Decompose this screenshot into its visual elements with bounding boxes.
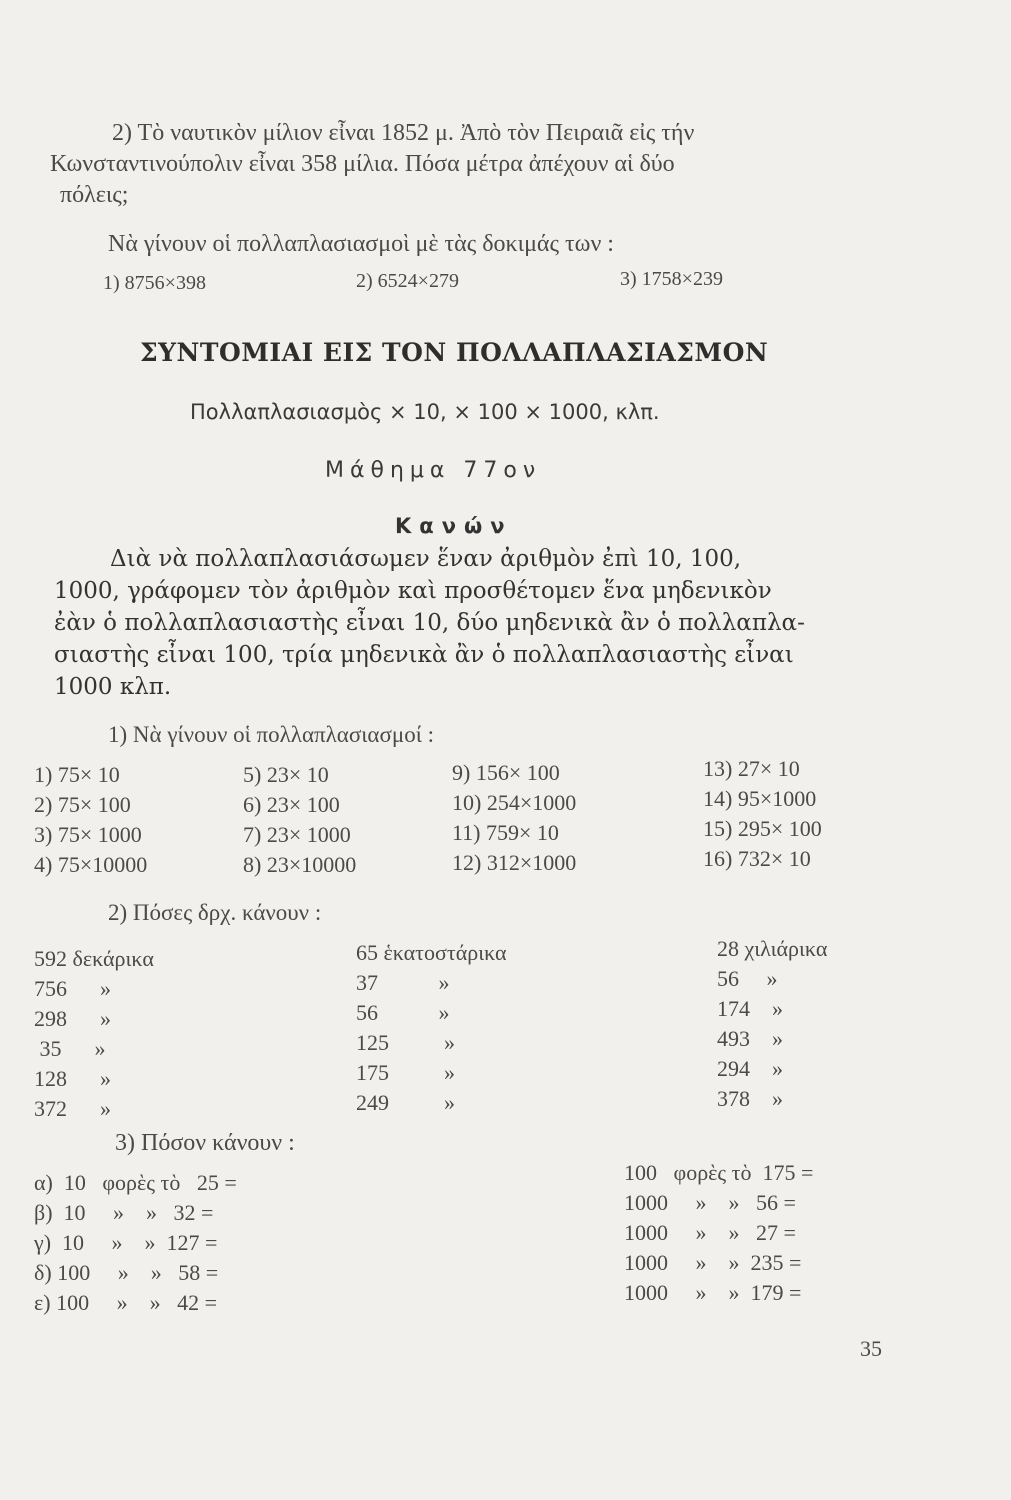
exercise-item: 14) 95×1000 bbox=[703, 786, 817, 811]
exercise-item: 65 ἑκατοστάρικα bbox=[356, 940, 507, 965]
exercise-item: 2) 75× 100 bbox=[34, 792, 131, 817]
exercise-item: 493 » bbox=[717, 1026, 783, 1051]
exercise-item: 12) 312×1000 bbox=[452, 850, 577, 875]
rule-line-2: 1000, γράφομεν τὸν ἀριθμὸν καὶ προσθέτομεν ἕνα μηδενικὸν bbox=[54, 578, 772, 604]
exercise-item: 1000 » » 179 = bbox=[624, 1280, 802, 1305]
exercise-item: 7) 23× 1000 bbox=[243, 822, 351, 847]
exercise-item: 5) 23× 10 bbox=[243, 762, 329, 787]
exercise-item: 9) 156× 100 bbox=[452, 760, 560, 785]
exercise-item: 249 » bbox=[356, 1090, 455, 1115]
exercise-item: 1000 » » 56 = bbox=[624, 1190, 796, 1215]
exercise-item: 56 » bbox=[717, 966, 778, 991]
exercise-item: 13) 27× 10 bbox=[703, 756, 800, 781]
exercise-item: 16) 732× 10 bbox=[703, 846, 811, 871]
exercise-item: 175 » bbox=[356, 1060, 455, 1085]
exercise-item: 4) 75×10000 bbox=[34, 852, 148, 877]
exercise-check-item: 1) 8756×398 bbox=[103, 272, 206, 294]
rule-line-5: 1000 κλπ. bbox=[54, 674, 172, 700]
exercise-item: 125 » bbox=[356, 1030, 455, 1055]
exercise-item: 1000 » » 27 = bbox=[624, 1220, 796, 1245]
problem-2-line-3: πόλεις; bbox=[60, 182, 129, 208]
lesson-heading: Μάθημα 77ον bbox=[325, 458, 542, 483]
exercise-3-intro: 3) Πόσον κάνουν : bbox=[115, 1130, 295, 1156]
exercise-item: 372 » bbox=[34, 1096, 111, 1121]
exercise-item: 100 φορὲς τὸ 175 = bbox=[624, 1160, 814, 1185]
exercise-item: 174 » bbox=[717, 996, 783, 1021]
exercise-item: α) 10 φορὲς τὸ 25 = bbox=[34, 1170, 237, 1195]
exercise-item: 8) 23×10000 bbox=[243, 852, 357, 877]
exercise-item: 378 » bbox=[717, 1086, 783, 1111]
exercise-1-intro: 1) Νὰ γίνουν οἱ πολλαπλασιασμοί : bbox=[108, 722, 435, 747]
rule-line-1: Διὰ νὰ πολλαπλασιάσωμεν ἕναν ἀριθμὸν ἐπὶ 10, 100, bbox=[110, 546, 742, 572]
rule-line-3: ἐὰν ὁ πολλαπλασιαστὴς εἶναι 10, δύο μηδενικὰ ἂν ὁ πολλαπλα- bbox=[54, 610, 805, 636]
exercise-item: 35 » bbox=[34, 1036, 106, 1061]
exercise-item: 15) 295× 100 bbox=[703, 816, 822, 841]
exercise-item: 10) 254×1000 bbox=[452, 790, 577, 815]
exercise-item: 11) 759× 10 bbox=[452, 820, 559, 845]
exercise-item: 3) 75× 1000 bbox=[34, 822, 142, 847]
exercise-item: 6) 23× 100 bbox=[243, 792, 340, 817]
exercise-check-item: 3) 1758×239 bbox=[620, 268, 723, 290]
rule-heading: Κανών bbox=[395, 514, 513, 538]
exercise-item: γ) 10 » » 127 = bbox=[34, 1230, 218, 1255]
exercise-item: 592 δεκάρικα bbox=[34, 946, 154, 971]
exercise-item: ε) 100 » » 42 = bbox=[34, 1290, 217, 1315]
page-number: 35 bbox=[860, 1336, 882, 1361]
problem-2-line-1: 2) Τὸ ναυτικὸν μίλιον εἶναι 1852 μ. Ἀπὸ τὸν Πειραιᾶ εἰς τήν bbox=[112, 120, 695, 146]
exercise-item: 294 » bbox=[717, 1056, 783, 1081]
exercise-item: 1000 » » 235 = bbox=[624, 1250, 802, 1275]
exercise-item: 756 » bbox=[34, 976, 111, 1001]
exercise-item: 298 » bbox=[34, 1006, 111, 1031]
exercise-item: 128 » bbox=[34, 1066, 111, 1091]
exercise-item: β) 10 » » 32 = bbox=[34, 1200, 214, 1225]
exercise-item: 1) 75× 10 bbox=[34, 762, 120, 787]
exercise-2-intro: 2) Πόσες δρχ. κάνουν : bbox=[108, 900, 322, 925]
problem-2-line-2: Κωνσταντινούπολιν εἶναι 358 μίλια. Πόσα μέτρα ἀπέχουν αἱ δύο bbox=[50, 151, 675, 177]
exercise-item: 28 χιλιάρικα bbox=[717, 936, 828, 961]
exercise-check-item: 2) 6524×279 bbox=[356, 270, 459, 292]
exercise-check-intro: Νὰ γίνουν οἱ πολλαπλασιασμοὶ μὲ τὰς δοκιμάς των : bbox=[108, 231, 614, 257]
section-title: ΣΥΝΤΟΜΙΑΙ ΕΙΣ ΤΟΝ ΠΟΛΛΑΠΛΑΣΙΑΣΜΟΝ bbox=[140, 338, 769, 367]
rule-line-4: σιαστὴς εἶναι 100, τρία μηδενικὰ ἂν ὁ πολλαπλασιαστὴς εἶναι bbox=[54, 642, 794, 668]
subtitle: Πολλαπλασιασμὸς × 10, × 100 × 1000, κλπ. bbox=[190, 400, 660, 424]
exercise-item: δ) 100 » » 58 = bbox=[34, 1260, 219, 1285]
exercise-item: 56 » bbox=[356, 1000, 450, 1025]
exercise-item: 37 » bbox=[356, 970, 450, 995]
